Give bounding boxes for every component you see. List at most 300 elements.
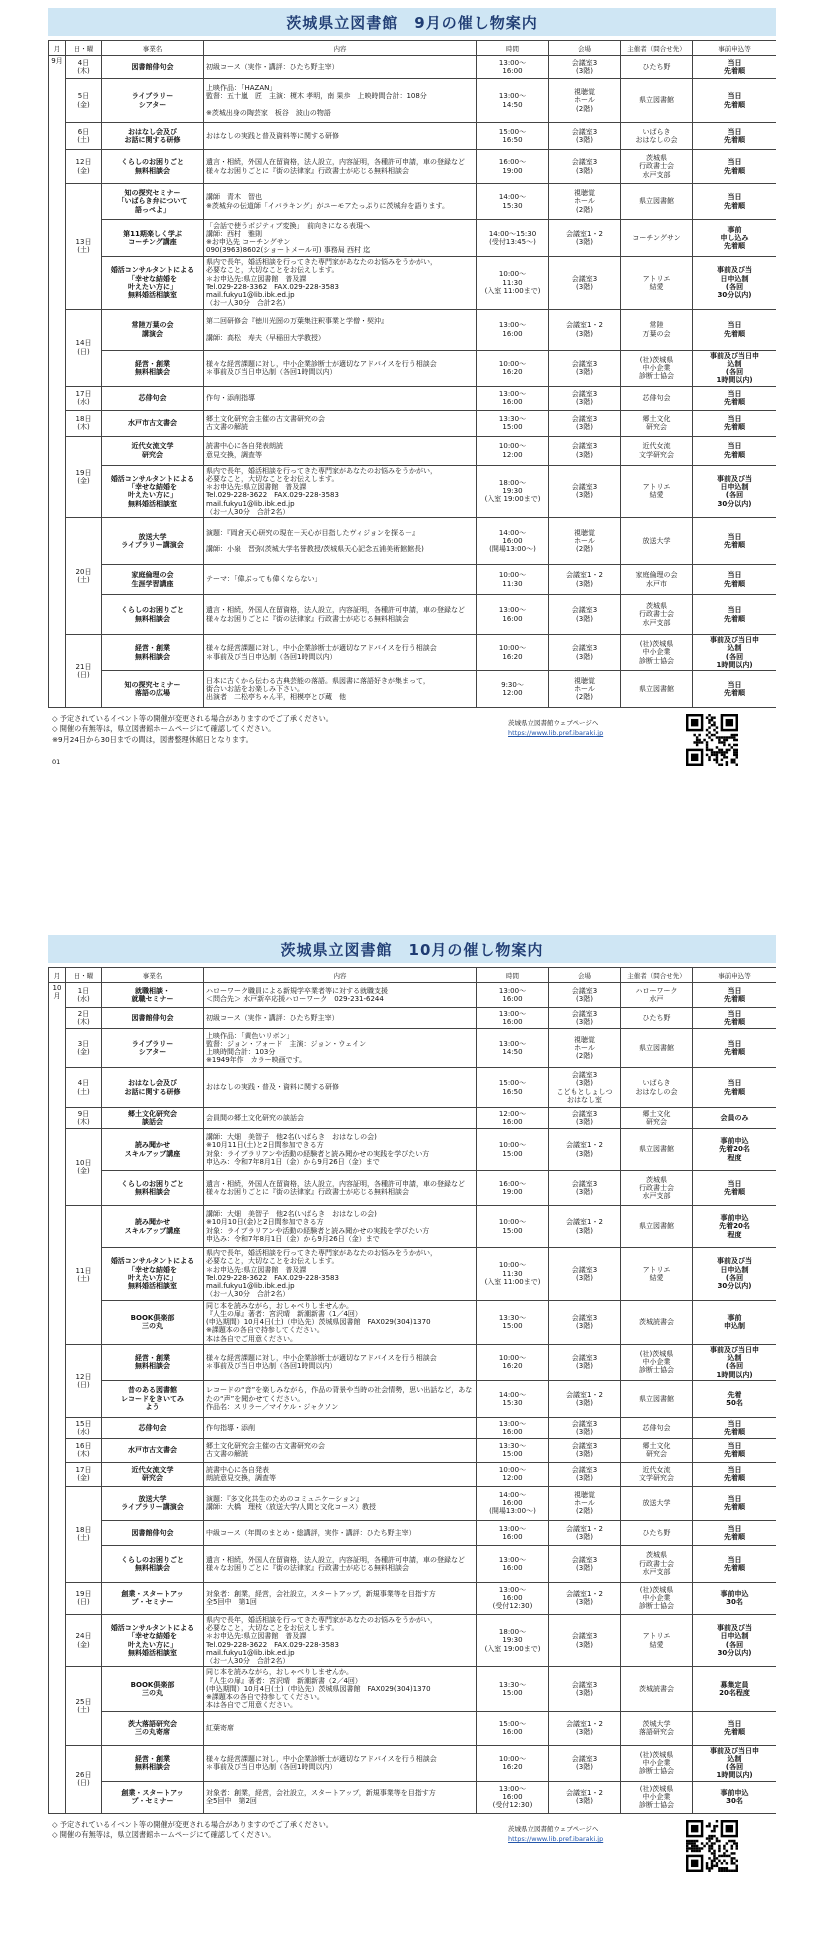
event-name-cell: 創業・スタートアッ プ・セミナー — [102, 1781, 204, 1813]
organizer-cell: 茨城大学 落語研究会 — [621, 1711, 693, 1745]
organizer-cell: 茨城県 行政書士会 水戸支部 — [621, 1171, 693, 1206]
application-cell: 事前及び当 日申込制 (各回 30分以内) — [693, 1614, 777, 1667]
venue-cell: 会議室1・2 (3階) — [549, 220, 621, 257]
event-name-cell: 第11期楽しく学ぶ コーチング講座 — [102, 220, 204, 257]
application-cell: 募集定員 20名程度 — [693, 1667, 777, 1711]
content-cell: 遺言・相続，外国人在留資格，法人設立，内容証明，各種許可申請，車の登録など様々なお困りごとに『街の法律家』行政書士が応じる無料相談会 — [204, 595, 477, 635]
venue-cell: 会議室3 (3階) — [549, 257, 621, 310]
footer-notes — [52, 714, 333, 745]
footer-note: ◇ 開催の有無等は，県立図書館ホームページにて確認してください。 — [52, 724, 276, 734]
sheet-footer — [48, 1820, 776, 1880]
table-row — [49, 1667, 777, 1711]
application-cell: 先着 50名 — [693, 1380, 777, 1417]
content-cell: おはなしの実践と普及資料等に関する研修 — [204, 123, 477, 150]
event-name-cell: くらしのお困りごと 無料相談会 — [102, 595, 204, 635]
venue-cell: 会議室1・2 (3階) — [549, 309, 621, 350]
date-cell: 14日 (日) — [66, 309, 102, 386]
organizer-cell: アトリエ 結愛 — [621, 257, 693, 310]
date-cell: 19日 (日) — [66, 1582, 102, 1614]
application-cell: 当日 先着順 — [693, 1068, 777, 1108]
venue-cell: 視聴覚 ホール (2階) — [549, 671, 621, 708]
application-cell: 当日 先着順 — [693, 1417, 777, 1438]
month-cell: 9月 — [49, 56, 66, 708]
event-name-cell: 経営・創業 無料相談会 — [102, 635, 204, 671]
table-row — [49, 1781, 777, 1813]
application-cell: 当日 先着順 — [693, 309, 777, 350]
time-cell: 13:00～ 16:00 — [477, 56, 549, 79]
footer-note: ◇ 予定されているイベント等の開催が変更される場合がありますのでご了承ください。 — [52, 1819, 333, 1829]
time-cell: 16:00～ 19:00 — [477, 150, 549, 184]
table-row — [49, 1520, 777, 1545]
application-cell: 事前申込 30名 — [693, 1781, 777, 1813]
event-name-cell: 婚活コンサルタントによる 「幸せな結婚を 叶えたい方に」 無料婚活相談室 — [102, 465, 204, 518]
content-cell: 演題：『岡倉天心研究の現在－天心が目指したヴィジョンを探る－』 講師：小泉 晋弥(茨城大学名誉教授/茨城県天心記念五浦美術館館長) — [204, 518, 477, 565]
venue-cell: 視聴覚 ホール (2階) — [549, 79, 621, 123]
column-header-content: 内容 — [204, 968, 477, 983]
time-cell: 10:00～ 16:20 — [477, 1745, 549, 1781]
venue-cell: 会議室3 (3階) — [549, 465, 621, 518]
website-url[interactable]: https://www.lib.pref.ibaraki.jp — [508, 729, 604, 738]
content-cell: 講師 青木 智也 ※茨城弁の伝道師「イバラキング」がユーモアたっぷりに茨城弁を語ります。 — [204, 184, 477, 220]
content-cell: 同じ本を読みながら，おしゃべりしませんか。 『人生の扉』著者：宮沢晴 新潮新書（2／4回） (申込期間）10月4日(土)（申込先）茨城県図書館 FAX029(304)1370 ※課題本の各自で持参してください。 本は各自でご用意ください。 — [204, 1667, 477, 1711]
table-row — [49, 1462, 777, 1486]
column-header-organizer: 主催者（問合せ先） — [621, 41, 693, 56]
event-name-cell: 経営・創業 無料相談会 — [102, 1745, 204, 1781]
event-name-cell: 芯俳句会 — [102, 386, 204, 410]
time-cell: 13:30～ 15:00 — [477, 1300, 549, 1344]
venue-cell: 会議室3 (3階) — [549, 1171, 621, 1206]
date-cell: 4日 (木) — [66, 56, 102, 79]
date-cell: 18日 (土) — [66, 1486, 102, 1582]
content-cell: 読書中心に各自発表朗読 意見交換，調査等 — [204, 436, 477, 465]
venue-cell: 会議室3 (3階) — [549, 1417, 621, 1438]
september-events-table — [48, 40, 776, 708]
organizer-cell: 茨城県 行政書士会 水戸支部 — [621, 1545, 693, 1582]
event-name-cell: ライブラリー シアター — [102, 79, 204, 123]
organizer-cell: いばらき おはなしの会 — [621, 1068, 693, 1108]
time-cell: 12:00～ 16:00 — [477, 1108, 549, 1129]
time-cell: 10:00～ 15:00 — [477, 1206, 549, 1248]
website-link[interactable] — [508, 1824, 603, 1845]
venue-cell: 会議室3 (3階) — [549, 1008, 621, 1029]
organizer-cell: 県立図書館 — [621, 1029, 693, 1068]
content-cell: 遺言・相続，外国人在留資格，法人設立，内容証明，各種許可申請，車の登録など様々なお困りごとに『街の法律家』行政書士が応じる無料相談会 — [204, 1545, 477, 1582]
event-name-cell: くらしのお困りごと 無料相談会 — [102, 1171, 204, 1206]
time-cell: 10:00～ 11:30 (入室 11:00まで) — [477, 257, 549, 310]
content-cell: テーマ：「偉ぶっても偉くならない」 — [204, 565, 477, 595]
time-cell: 18:00～ 19:30 (入室 19:00まで) — [477, 1614, 549, 1667]
page-number: 01 — [52, 758, 61, 766]
qr-code-icon[interactable] — [686, 1820, 738, 1872]
date-cell: 5日 (金) — [66, 79, 102, 123]
organizer-cell: 県立図書館 — [621, 79, 693, 123]
venue-cell: 会議室1・2 (3階) — [549, 1711, 621, 1745]
venue-cell: 会議室3 (3階) — [549, 1248, 621, 1301]
content-cell: 作句・添削指導 — [204, 386, 477, 410]
table-row — [49, 257, 777, 310]
application-cell: 事前及び当日申 込制 (各回 1時間以内) — [693, 635, 777, 671]
organizer-cell: 放送大学 — [621, 1486, 693, 1520]
column-header-application: 事前申込等 — [693, 968, 777, 983]
organizer-cell: 郷土文化 研究会 — [621, 1108, 693, 1129]
event-name-cell: 経営・創業 無料相談会 — [102, 1344, 204, 1380]
table-row — [49, 410, 777, 436]
venue-cell: 会議室1・2 (3階) — [549, 1781, 621, 1813]
content-cell: 対象者：創業，経営，会社設立，スタートアップ，新規事業等を目指す方 全5回中 第2回 — [204, 1781, 477, 1813]
event-name-cell: BOOK倶楽部 三の丸 — [102, 1667, 204, 1711]
time-cell: 13:00～ 16:00 — [477, 309, 549, 350]
time-cell: 10:00～ 15:00 — [477, 1129, 549, 1171]
content-cell: 郷土文化研究会主催の古文書研究の会 古文書の解読 — [204, 1438, 477, 1462]
application-cell: 当日 先着順 — [693, 1486, 777, 1520]
content-cell: 様々な経営課題に対し，中小企業診断士が適切なアドバイスを行う相談会 ＊事前及び当日申込制（各回1時間以内） — [204, 350, 477, 386]
date-cell: 10日 (金) — [66, 1129, 102, 1206]
october-schedule-sheet — [48, 935, 776, 1940]
content-cell: 様々な経営課題に対し，中小企業診断士が適切なアドバイスを行う相談会 ＊事前及び当日申込制（各回1時間以内） — [204, 1344, 477, 1380]
time-cell: 14:00～15:30 (受付13:45～) — [477, 220, 549, 257]
date-cell: 9日 (木) — [66, 1108, 102, 1129]
organizer-cell: 県立図書館 — [621, 671, 693, 708]
content-cell: 講師：大畑 美智子 他2名(いばらき おはなしの会) ※10月11日(土)と2日間参加できる方 対象：ライブラリアンや活動の経験者と読み聞かせの実践を学びたい方 申込み：令和7年8月1日（金）から9月26日（金）まで — [204, 1129, 477, 1171]
organizer-cell: (社)茨城県 中小企業 診断士協会 — [621, 1582, 693, 1614]
application-cell: 事前及び当 日申込制 (各回 30分以内) — [693, 257, 777, 310]
time-cell: 13:30～ 15:00 — [477, 1438, 549, 1462]
date-cell: 17日 (水) — [66, 386, 102, 410]
table-row — [49, 1417, 777, 1438]
organizer-cell: (社)茨城県 中小企業 診断士協会 — [621, 350, 693, 386]
date-cell: 18日 (木) — [66, 410, 102, 436]
table-row — [49, 220, 777, 257]
table-row — [49, 1745, 777, 1781]
event-name-cell: 図書館俳句会 — [102, 1008, 204, 1029]
application-cell: 当日 先着順 — [693, 595, 777, 635]
time-cell: 14:00～ 16:00 (開場13:00～) — [477, 1486, 549, 1520]
table-row — [49, 1545, 777, 1582]
event-name-cell: 創業・スタートアッ プ・セミナー — [102, 1582, 204, 1614]
website-url[interactable]: https://www.lib.pref.ibaraki.jp — [508, 1834, 604, 1843]
venue-cell: 会議室3 (3階) — [549, 436, 621, 465]
event-name-cell: くらしのお困りごと 無料相談会 — [102, 1545, 204, 1582]
application-cell: 当日 先着順 — [693, 1545, 777, 1582]
content-cell: 初級コース（実作・講評：ひたち野主宰） — [204, 56, 477, 79]
event-name-cell: 水戸市古文書会 — [102, 410, 204, 436]
application-cell: 当日 先着順 — [693, 671, 777, 708]
organizer-cell: いばらき おはなしの会 — [621, 123, 693, 150]
venue-cell: 会議室3 (3階) — [549, 56, 621, 79]
date-cell: 19日 (金) — [66, 436, 102, 518]
time-cell: 10:00～ 16:20 — [477, 350, 549, 386]
event-name-cell: 知の探究セミナー 落語の広場 — [102, 671, 204, 708]
table-row — [49, 518, 777, 565]
organizer-cell: アトリエ 結愛 — [621, 465, 693, 518]
application-cell: 当日 先着順 — [693, 386, 777, 410]
time-cell: 13:30～ 15:00 — [477, 410, 549, 436]
time-cell: 14:00～ 16:00 (開場13:00～) — [477, 518, 549, 565]
application-cell: 当日 先着順 — [693, 518, 777, 565]
footer-note: ◇ 開催の有無等は，県立図書館ホームページにて確認してください。 — [52, 1829, 276, 1839]
time-cell: 10:00～ 16:20 — [477, 1344, 549, 1380]
event-name-cell: 常陸万葉の会 講演会 — [102, 309, 204, 350]
table-row — [49, 1206, 777, 1248]
table-row — [49, 1171, 777, 1206]
application-cell: 当日 先着順 — [693, 1008, 777, 1029]
date-cell: 6日 (土) — [66, 123, 102, 150]
content-cell: ハローワーク職員による新規学卒業者等に対する就職支援 ＜問合先＞ 水戸新卒応援ハローワーク 029-231-6244 — [204, 983, 477, 1008]
column-header-content: 内容 — [204, 41, 477, 56]
table-row — [49, 1711, 777, 1745]
event-name-cell: 図書館俳句会 — [102, 1520, 204, 1545]
column-header-month: 月 — [49, 41, 66, 56]
content-cell: 様々な経営課題に対し，中小企業診断士が適切なアドバイスを行う相談会 ＊事前及び当日申込制（各回1時間以内） — [204, 635, 477, 671]
event-name-cell: 知の探究セミナー 「いばらき弁について 語っぺよ」 — [102, 184, 204, 220]
organizer-cell: 芯俳句会 — [621, 1417, 693, 1438]
application-cell: 当日 先着順 — [693, 1438, 777, 1462]
venue-cell: 会議室3 (3階) — [549, 1614, 621, 1667]
application-cell: 当日 先着順 — [693, 1029, 777, 1068]
organizer-cell: 県立図書館 — [621, 1380, 693, 1417]
table-row — [49, 1380, 777, 1417]
event-name-cell: ライブラリー シアター — [102, 1029, 204, 1068]
time-cell: 16:00～ 19:00 — [477, 1171, 549, 1206]
table-header-row — [49, 41, 777, 56]
time-cell: 9:30～ 12:00 — [477, 671, 549, 708]
content-cell: 様々な経営課題に対し，中小企業診断士が適切なアドバイスを行う相談会 ＊事前及び当日申込制（各回1時間以内） — [204, 1745, 477, 1781]
application-cell: 当日 先着順 — [693, 1171, 777, 1206]
event-name-cell: おはなし会及び お話に関する研修 — [102, 123, 204, 150]
content-cell: 県内で長年，婚活相談を行ってきた専門家があなたのお悩みをうかがい， 必要なこと，大切なことをお伝えします。 ＊お申込先:県立図書館 普及課 Tel.029-228-3622 FAX.029-228-3583 mail.fukyu1@lib.ibk.ed.jp （お一人30分 合計2名） — [204, 1248, 477, 1301]
time-cell: 10:00～ 16:20 — [477, 635, 549, 671]
venue-cell: 会議室3 (3階) — [549, 1745, 621, 1781]
application-cell: 事前申込 先着20名 程度 — [693, 1129, 777, 1171]
date-cell: 15日 (水) — [66, 1417, 102, 1438]
venue-cell: 視聴覚 ホール (2階) — [549, 1486, 621, 1520]
time-cell: 13:00～ 16:00 (受付12:30) — [477, 1582, 549, 1614]
application-cell: 事前及び当日申 込制 (各回 1時間以内) — [693, 1344, 777, 1380]
event-name-cell: 昔のある図書館 レコードをきいてみ よう — [102, 1380, 204, 1417]
event-name-cell: 婚活コンサルタントによる 「幸せな結婚を 叶えたい方に」 無料婚活相談室 — [102, 257, 204, 310]
event-name-cell: 放送大学 ライブラリー講演会 — [102, 518, 204, 565]
event-name-cell: 水戸市古文書会 — [102, 1438, 204, 1462]
table-row — [49, 465, 777, 518]
venue-cell: 会議室1・2 (3階) — [549, 1582, 621, 1614]
organizer-cell: 芯俳句会 — [621, 386, 693, 410]
application-cell: 当日 先着順 — [693, 436, 777, 465]
table-row — [49, 983, 777, 1008]
date-cell: 25日 (土) — [66, 1667, 102, 1745]
application-cell: 当日 先着順 — [693, 79, 777, 123]
table-row — [49, 1486, 777, 1520]
organizer-cell: ひたち野 — [621, 1520, 693, 1545]
organizer-cell: 県立図書館 — [621, 184, 693, 220]
application-cell: 当日 先着順 — [693, 983, 777, 1008]
time-cell: 13:00～ 16:00 — [477, 1417, 549, 1438]
event-name-cell: 茨大落語研究会 三の丸寄席 — [102, 1711, 204, 1745]
table-row — [49, 56, 777, 79]
organizer-cell: アトリエ 結愛 — [621, 1614, 693, 1667]
organizer-cell: ハローワーク 水戸 — [621, 983, 693, 1008]
venue-cell: 会議室3 (3階) — [549, 350, 621, 386]
table-row — [49, 595, 777, 635]
table-body — [49, 983, 777, 1814]
table-row — [49, 309, 777, 350]
application-cell: 会員のみ — [693, 1108, 777, 1129]
venue-cell: 視聴覚 ホール (2階) — [549, 1029, 621, 1068]
organizer-cell: (社)茨城県 中小企業 診断士協会 — [621, 1344, 693, 1380]
time-cell: 13:00～ 16:00 — [477, 386, 549, 410]
table-row — [49, 1008, 777, 1029]
time-cell: 15:00～ 16:50 — [477, 123, 549, 150]
time-cell: 13:00～ 14:50 — [477, 1029, 549, 1068]
date-cell: 3日 (金) — [66, 1029, 102, 1068]
application-cell: 事前申込 30名 — [693, 1582, 777, 1614]
column-header-event-name: 事業名 — [102, 41, 204, 56]
time-cell: 10:00～ 11:30 — [477, 565, 549, 595]
date-cell: 12日 (金) — [66, 150, 102, 184]
organizer-cell: (社)茨城県 中小企業 診断士協会 — [621, 635, 693, 671]
venue-cell: 会議室3 (3階) こどもとしょしつ おはなし室 — [549, 1068, 621, 1108]
organizer-cell: 郷土文化 研究会 — [621, 1438, 693, 1462]
time-cell: 13:00～ 16:00 — [477, 1545, 549, 1582]
venue-cell: 会議室1・2 (3階) — [549, 1129, 621, 1171]
content-cell: 作句指導・添削 — [204, 1417, 477, 1438]
event-name-cell: 婚活コンサルタントによる 「幸せな結婚を 叶えたい方に」 無料婚活相談室 — [102, 1248, 204, 1301]
event-name-cell: 経営・創業 無料相談会 — [102, 350, 204, 386]
application-cell: 当日 先着順 — [693, 123, 777, 150]
website-link[interactable] — [508, 718, 603, 739]
footer-note: ◇ 予定されているイベント等の開催が変更される場合がありますのでご了承ください。 — [52, 714, 333, 723]
table-row — [49, 1068, 777, 1108]
footer-note: ※9月24日から30日までの間は，図書整理休館日となります。 — [52, 734, 253, 744]
table-row — [49, 436, 777, 465]
table-row — [49, 1029, 777, 1068]
date-cell: 4日 (土) — [66, 1068, 102, 1108]
table-row — [49, 671, 777, 708]
date-cell: 11日 (土) — [66, 1206, 102, 1345]
venue-cell: 会議室3 (3階) — [549, 1300, 621, 1344]
content-cell: 遺言・相続，外国人在留資格，法人設立，内容証明，各種許可申請，車の登録など様々なお困りごとに『街の法律家』行政書士が応じる無料相談会 — [204, 150, 477, 184]
organizer-cell: 常陸 万葉の会 — [621, 309, 693, 350]
venue-cell: 会議室3 (3階) — [549, 1667, 621, 1711]
website-label: 茨城県立図書館ウェブページへ — [508, 719, 599, 727]
event-name-cell: 図書館俳句会 — [102, 56, 204, 79]
date-cell: 21日 (日) — [66, 635, 102, 708]
venue-cell: 会議室3 (3階) — [549, 1462, 621, 1486]
time-cell: 10:00～ 12:00 — [477, 1462, 549, 1486]
application-cell: 事前申込 先着20名 程度 — [693, 1206, 777, 1248]
qr-code-icon[interactable] — [686, 714, 738, 766]
content-cell: 中級コース（年間のまとめ・総講評，実作・講評：ひたち野主宰） — [204, 1520, 477, 1545]
content-cell: 紅葉寄席 — [204, 1711, 477, 1745]
venue-cell: 会議室3 (3階) — [549, 410, 621, 436]
table-row — [49, 184, 777, 220]
table-row — [49, 150, 777, 184]
content-cell: 「会話で使うポジティブ変換」 前向きになる表現へ 講師：西村 雅則 ※お申込先 コーチングサン 090(3963)8602(ショートメール可) 事務局 西村 迄 — [204, 220, 477, 257]
organizer-cell: 放送大学 — [621, 518, 693, 565]
organizer-cell: 県立図書館 — [621, 1206, 693, 1248]
event-name-cell: 放送大学 ライブラリー講演会 — [102, 1486, 204, 1520]
event-name-cell: 読み聞かせ スキルアップ講座 — [102, 1206, 204, 1248]
date-cell: 24日 (金) — [66, 1614, 102, 1667]
sheet-footer — [48, 714, 776, 774]
organizer-cell: 近代女流 文学研究会 — [621, 1462, 693, 1486]
column-header-month: 月 — [49, 968, 66, 983]
column-header-date-day: 日・曜 — [66, 968, 102, 983]
venue-cell: 会議室3 (3階) — [549, 983, 621, 1008]
month-cell: 10月 — [49, 983, 66, 1814]
time-cell: 13:00～ 16:00 (受付12:30) — [477, 1781, 549, 1813]
column-header-event-name: 事業名 — [102, 968, 204, 983]
time-cell: 14:00～ 15:30 — [477, 184, 549, 220]
application-cell: 当日 先着順 — [693, 1711, 777, 1745]
application-cell: 事前 申し込み 先着順 — [693, 220, 777, 257]
event-name-cell: 近代女流文学 研究会 — [102, 436, 204, 465]
date-cell: 16日 (木) — [66, 1438, 102, 1462]
column-header-venue: 会場 — [549, 41, 621, 56]
organizer-cell: コーチングサン — [621, 220, 693, 257]
date-cell: 20日 (土) — [66, 518, 102, 635]
event-name-cell: くらしのお困りごと 無料相談会 — [102, 150, 204, 184]
content-cell: 日本に古くから伝わる古典芸能の落語。県図書に落語好きが集まって， 街合いお話をお楽しみ下さい。 出演者 二松亭ちゃん平，相模亭とび蔵 他 — [204, 671, 477, 708]
organizer-cell: 茨城読書会 — [621, 1300, 693, 1344]
time-cell: 15:00～ 16:50 — [477, 1068, 549, 1108]
content-cell: 対象者：創業，経営，会社設立，スタートアップ，新規事業等を目指す方 全5回中 第1回 — [204, 1582, 477, 1614]
content-cell: 初級コース（実作・講評：ひたち野主宰） — [204, 1008, 477, 1029]
event-name-cell: BOOK倶楽部 三の丸 — [102, 1300, 204, 1344]
date-cell: 12日 (日) — [66, 1344, 102, 1417]
date-cell: 1日 (水) — [66, 983, 102, 1008]
event-name-cell: おはなし会及び お話に関する研修 — [102, 1068, 204, 1108]
column-header-organizer: 主催者（問合せ先） — [621, 968, 693, 983]
organizer-cell: 郷土文化 研究会 — [621, 410, 693, 436]
sheet-title: 茨城県立図書館 10月の催し物案内 — [48, 935, 776, 963]
venue-cell: 会議室1・2 (3階) — [549, 1380, 621, 1417]
table-row — [49, 1438, 777, 1462]
organizer-cell: ひたち野 — [621, 56, 693, 79]
october-events-table — [48, 967, 776, 1814]
table-row — [49, 386, 777, 410]
table-row — [49, 1582, 777, 1614]
application-cell: 当日 先着順 — [693, 1462, 777, 1486]
content-cell: 読書中心に各自発表 朗読意見交換，調査等 — [204, 1462, 477, 1486]
event-name-cell: 郷土文化研究会 談話会 — [102, 1108, 204, 1129]
organizer-cell: ひたち野 — [621, 1008, 693, 1029]
event-name-cell: 読み聞かせ スキルアップ講座 — [102, 1129, 204, 1171]
application-cell: 事前及び当日申 込制 (各回 1時間以内) — [693, 1745, 777, 1781]
content-cell: おはなしの実践・普及・資料に関する研修 — [204, 1068, 477, 1108]
organizer-cell: 県立図書館 — [621, 1129, 693, 1171]
content-cell: 上映作品：「黄色いリボン」 監督：ジョン・フォード 主演：ジョン・ウェイン 上映時間合計：103分 ※1949年作 カラー映画です。 — [204, 1029, 477, 1068]
content-cell: 県内で長年，婚活相談を行ってきた専門家があなたのお悩みをうかがい， 必要なこと，大切なことをお伝えします。 ＊お申込先:県立図書館 普及課 Tel.029-228-3622 FAX.029-228-3583 mail.fukyu1@lib.ibk.ed.jp （お一人30分 合計2名） — [204, 1614, 477, 1667]
application-cell: 事前及び当 日申込制 (各回 30分以内) — [693, 1248, 777, 1301]
venue-cell: 会議室3 (3階) — [549, 386, 621, 410]
content-cell: 県内で長年，婚活相談を行ってきた専門家があなたのお悩みをうかがい， 必要なこと，大切なことをお伝えします。 ＊お申込先:県立図書館 普及課 Tel.029-228-3362 FAX.029-228-3583 mail.fukyu1@lib.ibk.ed.jp （お一人30分 合計2名） — [204, 257, 477, 310]
time-cell: 13:00～ 16:00 — [477, 1520, 549, 1545]
application-cell: 当日 先着順 — [693, 1520, 777, 1545]
event-name-cell: 就職相談・ 就職セミナー — [102, 983, 204, 1008]
venue-cell: 会議室1・2 (3階) — [549, 1206, 621, 1248]
website-label: 茨城県立図書館ウェブページへ — [508, 1824, 599, 1833]
footer-notes — [52, 1820, 333, 1841]
table-row — [49, 1129, 777, 1171]
time-cell: 13:00～ 16:00 — [477, 983, 549, 1008]
table-row — [49, 350, 777, 386]
table-row — [49, 1108, 777, 1129]
september-schedule-sheet — [48, 8, 776, 920]
time-cell: 10:00～ 11:30 (入室 11:00まで) — [477, 1248, 549, 1301]
event-name-cell: 婚活コンサルタントによる 「幸せな結婚を 叶えたい方に」 無料婚活相談室 — [102, 1614, 204, 1667]
date-cell: 17日 (金) — [66, 1462, 102, 1486]
column-header-time: 時間 — [477, 968, 549, 983]
